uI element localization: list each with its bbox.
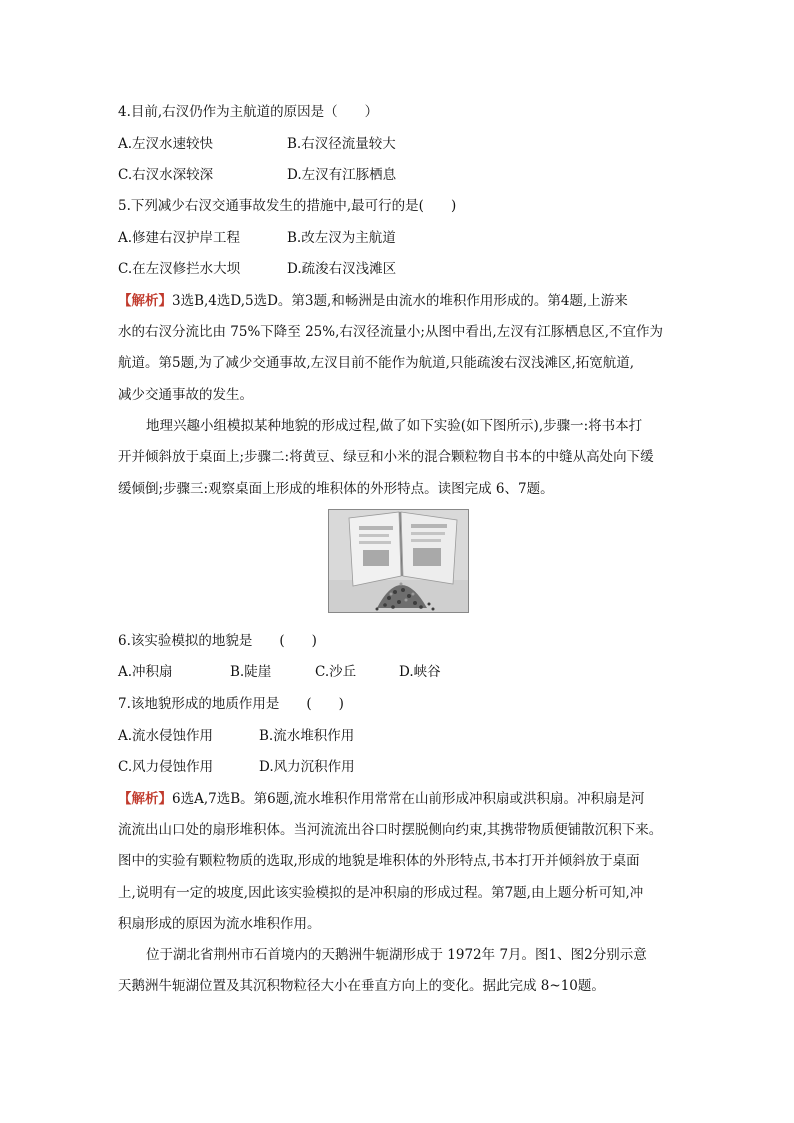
passage-1-line-2: 开并倾斜放于桌面上;步骤二:将黄豆、绿豆和小米的混合颗粒物自书本的中缝从高处向下缓: [118, 449, 654, 465]
analysis-tag: 【解析】: [118, 293, 172, 309]
q4-option-c: C.右汊水深较深: [118, 167, 214, 183]
analysis-2-line-4: 上,说明有一定的坡度,因此该实验模拟的是冲积扇的形成过程。第7题,由上题分析可知,冲: [118, 885, 644, 901]
q7-option-a: A.流水侵蚀作用: [118, 728, 214, 744]
passage-2-line-2: 天鹅洲牛轭湖位置及其沉积物粒径大小在垂直方向上的变化。据此完成 8~10题。: [118, 978, 605, 994]
analysis-2-line-1: 【解析】6选A,7选B。第6题,流水堆积作用常常在山前形成冲积扇或洪积扇。冲积扇是河: [118, 791, 645, 807]
passage-1-line-1: 地理兴趣小组模拟某种地貌的形成过程,做了如下实验(如下图所示),步骤一:将书本打: [146, 418, 643, 434]
q5-option-c: C.在左汊修拦水大坝: [118, 261, 241, 277]
analysis-1-line-1: 【解析】3选B,4选D,5选D。第3题,和畅洲是由流水的堆积作用形成的。第4题,上游来: [118, 293, 628, 309]
q7-option-c: C.风力侵蚀作用: [118, 759, 214, 775]
q6-option-b: B.陡崖: [230, 664, 272, 680]
analysis-2-line-3: 图中的实验有颗粒物质的选取,形成的地貌是堆积体的外形特点,书本打开并倾斜放于桌面: [118, 853, 640, 869]
question-4-stem: 4.目前,右汊仍作为主航道的原因是（ ）: [118, 104, 379, 120]
q6-option-d: D.峡谷: [399, 664, 441, 680]
analysis-2-line-2: 流流出山口处的扇形堆积体。当河流流出谷口时摆脱侧向约束,其携带物质便铺散沉积下来。: [118, 822, 663, 838]
q7-option-b: B.流水堆积作用: [259, 728, 355, 744]
passage-2-line-1: 位于湖北省荆州市石首境内的天鹅洲牛轭湖形成于 1972年 7月。图1、图2分别示意: [146, 947, 647, 963]
question-6-stem: 6.该实验模拟的地貌是 ( ): [118, 633, 317, 649]
q5-option-d: D.疏浚右汊浅滩区: [287, 261, 397, 277]
q4-option-b: B.右汊径流量较大: [287, 136, 396, 152]
question-5-stem: 5.下列减少右汊交通事故发生的措施中,最可行的是( ): [118, 198, 457, 214]
analysis-tag: 【解析】: [118, 791, 172, 807]
q5-option-a: A.修建右汊护岸工程: [118, 230, 241, 246]
q6-option-a: A.冲积扇: [118, 664, 173, 680]
analysis-1-line-4: 减少交通事故的发生。: [118, 387, 253, 403]
question-7-stem: 7.该地貌形成的地质作用是 ( ): [118, 696, 344, 712]
analysis-2-line-5: 积扇形成的原因为流水堆积作用。: [118, 916, 321, 932]
q4-option-a: A.左汊水速较快: [118, 136, 214, 152]
passage-1-line-3: 缓倾倒;步骤三:观察桌面上形成的堆积体的外形特点。读图完成 6、7题。: [118, 481, 554, 497]
q5-option-b: B.改左汊为主航道: [287, 230, 396, 246]
experiment-photo: [328, 509, 469, 613]
analysis-1-line-3: 航道。第5题,为了减少交通事故,左汊目前不能作为航道,只能疏浚右汊浅滩区,拓宽航道,: [118, 355, 635, 371]
q7-option-d: D.风力沉积作用: [259, 759, 355, 775]
analysis-1-line-2: 水的右汊分流比由 75%下降至 25%,右汊径流量小;从图中看出,左汊有江豚栖息区,不宜作为: [118, 324, 664, 340]
q6-option-c: C.沙丘: [315, 664, 357, 680]
q4-option-d: D.左汊有江豚栖息: [287, 167, 397, 183]
